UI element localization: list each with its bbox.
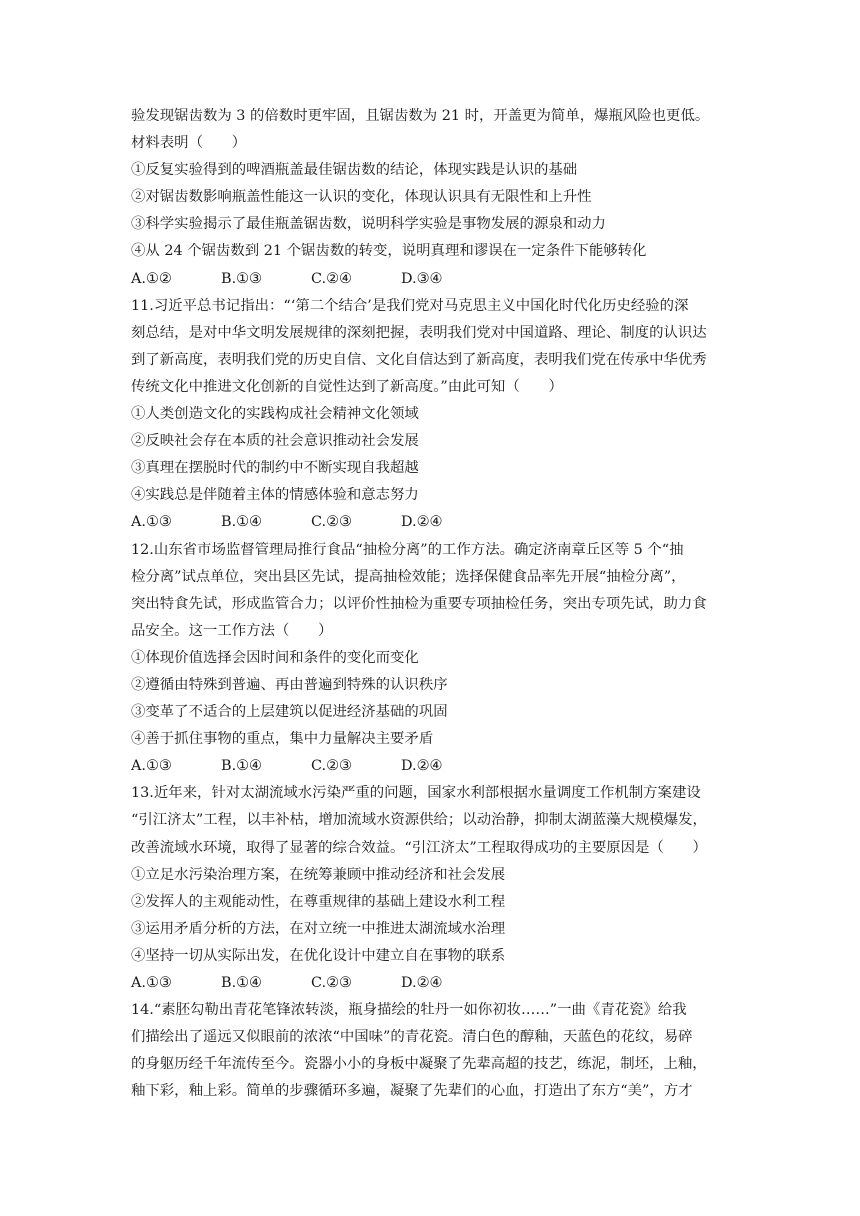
answer-options xyxy=(131,753,741,780)
option-c: C.②③ xyxy=(311,758,352,775)
statement: ②发挥人的主观能动性，在尊重规律的基础上建设水利工程 xyxy=(131,893,506,910)
question-13 xyxy=(131,780,741,997)
option-c: C.②④ xyxy=(311,270,352,287)
question-text-line: 验发现锯齿数为 3 的倍数时更牢固，且锯齿数为 21 时，开盖更为简单，爆瓶风险也更低。 xyxy=(131,108,710,124)
question-12 xyxy=(131,537,741,781)
question-text-line: 刻总结，是对中华文明发展规律的深刻把握，表明我们党对中国道路、理论、制度的认识达 xyxy=(131,324,707,341)
question-text-line: 品安全。这一工作方法（ ） xyxy=(131,622,333,639)
statement: ①反复实验得到的啤酒瓶盖最佳锯齿数的结论，体现实践是认识的基础 xyxy=(131,162,578,179)
option-a: A.①③ xyxy=(131,514,172,531)
question-text-line: 14.“素胚勾勒出青花笔锋浓转淡，瓶身描绘的牡丹一如你初妆……”一曲《青花瓷》给我 xyxy=(131,1002,687,1019)
statement: ④实践总是伴随着主体的情感体验和意志努力 xyxy=(131,487,419,504)
question-text-line: 材料表明（ ） xyxy=(131,135,247,152)
question-text-line: 们描绘出了遥远又似眼前的浓浓“中国味”的青花瓷。清白色的醇釉，天蓝色的花纹，易碎 xyxy=(131,1029,693,1046)
statement: ③真理在摆脱时代的制约中不断实现自我超越 xyxy=(131,460,419,477)
statement: ④从 24 个锯齿数到 21 个锯齿数的转变，说明真理和谬误在一定条件下能够转化 xyxy=(131,243,647,260)
question-text-line: 突出特食先试，形成监管合力；以评价性抽检为重要专项抽检任务，突出专项先试，助力食 xyxy=(131,595,707,612)
option-d: D.②④ xyxy=(401,514,443,531)
statement: ④善于抓住事物的重点，集中力量解决主要矛盾 xyxy=(131,731,434,748)
option-a: A.①③ xyxy=(131,758,172,775)
question-text-line: 11.习近平总书记指出：“‘第二个结合’是我们党对马克思主义中国化时代化历史经验的深 xyxy=(131,297,689,314)
statement: ①体现价值选择会因时间和条件的变化而变化 xyxy=(131,649,419,666)
option-b: B.①④ xyxy=(221,758,262,775)
answer-options xyxy=(131,970,741,997)
question-text-line: 到了新高度，表明我们党的历史自信、文化自信达到了新高度，表明我们党在传承中华优秀 xyxy=(131,351,707,368)
question-10 xyxy=(131,103,741,293)
question-14 xyxy=(131,997,741,1105)
question-text-line: “引江济太”工程，以丰补枯，增加流域水资源供给；以动治静，抑制太湖蓝藻大规模爆发， xyxy=(131,812,707,829)
statement: ③运用矛盾分析的方法，在对立统一中推进太湖流域水治理 xyxy=(131,920,506,937)
option-a: A.①③ xyxy=(131,975,172,991)
question-text-line: 传统文化中推进文化创新的自觉性达到了新高度。”由此可知（ ） xyxy=(131,378,563,395)
question-text-line: 釉下彩，釉上彩。简单的步骤循环多遍，凝聚了先辈们的心血，打造出了东方“美”，方才 xyxy=(131,1083,693,1100)
question-11 xyxy=(131,293,741,537)
question-text-line: 检分离”试点单位，突出县区先试，提高抽检效能；选择保健食品率先开展“抽检分离”， xyxy=(131,568,686,585)
option-d: D.②④ xyxy=(401,758,443,775)
statement: ③科学实验揭示了最佳瓶盖锯齿数，说明科学实验是事物发展的源泉和动力 xyxy=(131,216,606,233)
option-b: B.①④ xyxy=(221,975,262,991)
exam-content xyxy=(131,103,741,1105)
statement: ②对锯齿数影响瓶盖性能这一认识的变化，体现认识具有无限性和上升性 xyxy=(131,189,592,206)
question-text-line: 的身躯历经千年流传至今。瓷器小小的身板中凝聚了先辈高超的技艺，练泥，制坯，上釉， xyxy=(131,1056,707,1073)
question-text-line: 改善流域水环境，取得了显著的综合效益。“引江济太”工程取得成功的主要原因是（ ） xyxy=(131,839,707,856)
statement: ②遵循由特殊到普遍、再由普遍到特殊的认识秩序 xyxy=(131,676,448,693)
option-c: C.②③ xyxy=(311,975,352,991)
answer-options xyxy=(131,266,741,293)
option-d: D.③④ xyxy=(401,270,443,287)
answer-options xyxy=(131,509,741,536)
statement: ④坚持一切从实际出发，在优化设计中建立自在事物的联系 xyxy=(131,947,506,964)
option-b: B.①③ xyxy=(221,270,262,287)
statement: ②反映社会存在本质的社会意识推动社会发展 xyxy=(131,433,419,450)
question-text-line: 12.山东省市场监督管理局推行食品“抽检分离”的工作方法。确定济南章丘区等 5 个“抽 xyxy=(131,541,684,558)
option-d: D.②④ xyxy=(401,975,443,991)
question-text-line: 13.近年来，针对太湖流域水污染严重的问题，国家水利部根据水量调度工作机制方案建设 xyxy=(131,785,701,802)
option-a: A.①② xyxy=(131,270,172,287)
option-c: C.②③ xyxy=(311,514,352,531)
option-b: B.①④ xyxy=(221,514,262,531)
statement: ①人类创造文化的实践构成社会精神文化领域 xyxy=(131,406,419,423)
statement: ③变革了不适合的上层建筑以促进经济基础的巩固 xyxy=(131,704,448,721)
statement: ①立足水污染治理方案，在统筹兼顾中推动经济和社会发展 xyxy=(131,866,506,883)
